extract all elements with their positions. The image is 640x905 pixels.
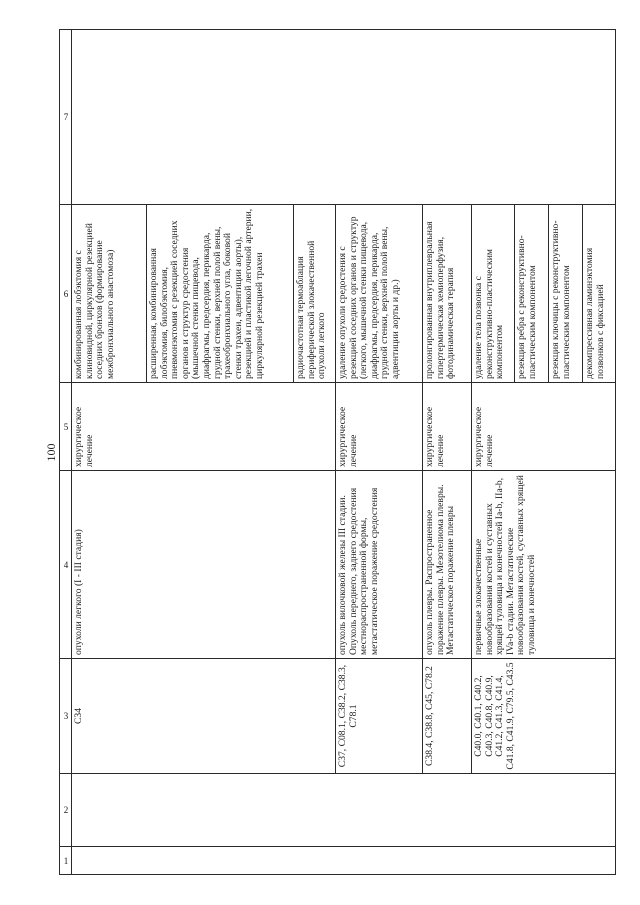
table-row <box>72 30 147 875</box>
page-number: 100 <box>44 443 58 462</box>
column-number: 5 <box>60 383 72 471</box>
treatment-cell: хирургическое лечение <box>472 383 616 471</box>
treatment-cell: хирургическое лечение <box>72 383 336 471</box>
col7-cell <box>72 30 616 205</box>
icd-codes-cell: С37, С08.1, С38.2, С38.3, С78.1 <box>336 659 423 774</box>
column-number: 2 <box>60 774 72 847</box>
column-number: 4 <box>60 471 72 659</box>
diagnosis-cell: опухоль плевры. Распространенное поражение плевры. Мезотелиома плевры. Метастатическое поражение плевры <box>423 471 472 659</box>
rotated-table-sheet <box>45 30 625 875</box>
method-cell: пролонгированная внутриплевральная гипертермическая хемиоперфузия, фотодинамическая терапия <box>423 205 472 383</box>
column-number: 7 <box>60 30 72 205</box>
icd-codes-cell: С38.4, С38.8, С45, С78.2 <box>423 659 472 774</box>
method-cell: резекция ребра с реконструктивно-пластическим компонентом <box>515 205 549 383</box>
column-number: 1 <box>60 847 72 875</box>
method-cell: комбинированная лобэктомия с клиновидной, циркулярной резекцией соседних бронхов (формирование межбронхиального анастомоза) <box>72 205 147 383</box>
icd-codes-cell: С34 <box>72 659 336 774</box>
method-cell: радиочастотная термоаблация периферической злокачественной опухоли легкого <box>294 205 336 383</box>
method-cell: удаление опухоли средостения с резекцией соседних органов и структур (легкого, мышечной стенки пищевода, диафрагмы, предсердия, перикарда, грудной стенки, верхней полой вены, адвентиции аорты и др.) <box>336 205 423 383</box>
column-number-row <box>60 30 72 875</box>
col2-cell <box>72 774 616 847</box>
method-cell: резекция ключицы с реконструктивно-пластическим компонентом <box>549 205 583 383</box>
diagnosis-cell: опухоли легкого (I - III стадия) <box>72 471 336 659</box>
diagnosis-cell: первичные злокачественные новообразования костей и суставных хрящей туловища и конечностей Ia-b, IIa-b, IVa-b стадии. Метастатические новообразования костей, суставных хрящей туловища и конечностей <box>472 471 616 659</box>
treatment-cell: хирургическое лечение <box>423 383 472 471</box>
col1-cell <box>72 847 616 875</box>
column-number: 6 <box>60 205 72 383</box>
method-cell: декомпрессивная ламинэктомия позвонков с фиксацией <box>583 205 616 383</box>
column-number: 3 <box>60 659 72 774</box>
treatment-cell: хирургическое лечение <box>336 383 423 471</box>
medical-care-table <box>59 29 616 875</box>
diagnosis-cell: опухоль вилочковой железы III стадии. Опухоль переднего, заднего средостения местнораспространенной формы, метастатическое поражение средостения <box>336 471 423 659</box>
icd-codes-cell: С40.0, С40.1, С40.2, С40.3, С40.8, С40.9, С41.2, С41.3, С41.4, С41.8, С41.9, С79.5, С43.5 <box>472 659 616 774</box>
method-cell: расширенная, комбинированная лобэктомия, билобэктомия, пневмонэктомия с резекцией соседних органов и структур средостения (мышечной стенки пищевода, диафрагмы, предсердия, перикарда, грудной стенки, верхней полой вены, трахеобронхиального угла, боковой стенки трахеи, адвентиции аорты), резекцией и пластикой легочной артерии, циркулярной резекцией трахеи <box>147 205 294 383</box>
method-cell: удаление тела позвонка с реконструктивно-пластическим компонентом <box>472 205 515 383</box>
